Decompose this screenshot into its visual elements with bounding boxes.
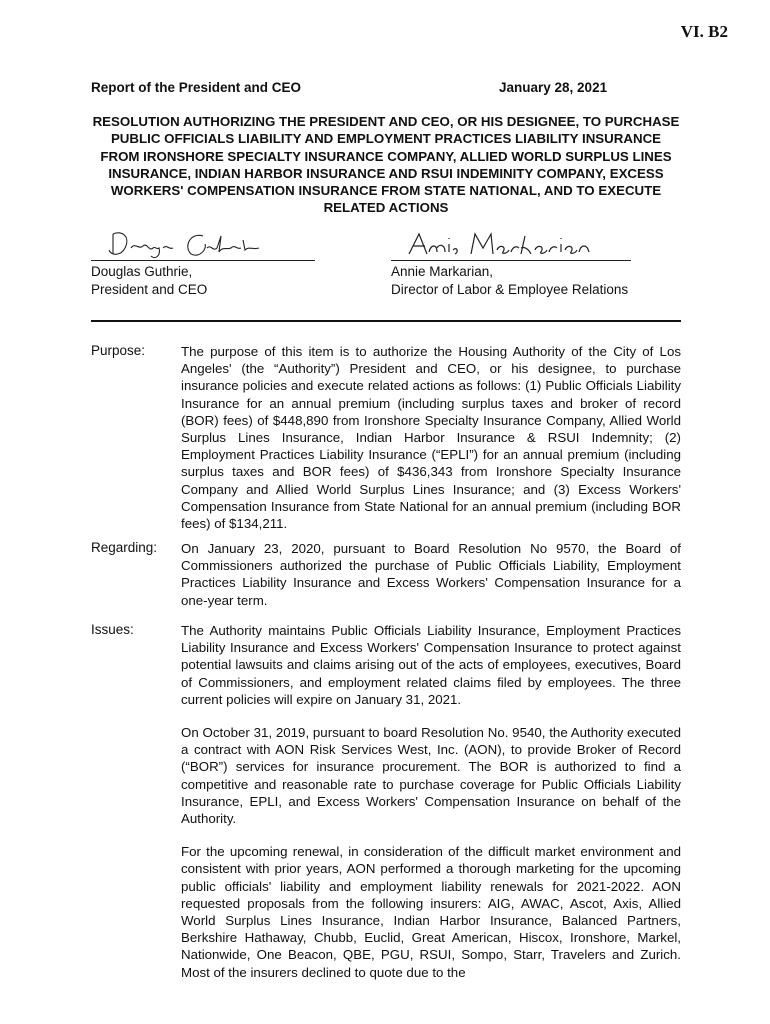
report-of: Report of the President and CEO <box>91 80 302 95</box>
signature-line <box>391 228 631 261</box>
signatory-title: President and CEO <box>91 282 208 297</box>
signature-block-president <box>91 228 315 299</box>
section-label: Purpose: <box>91 343 146 358</box>
section-body <box>181 540 681 625</box>
signature-block-director <box>391 228 631 299</box>
signatory-name: Annie Markarian, <box>391 264 494 279</box>
report-date: January 28, 2021 <box>499 80 608 95</box>
paragraph: The Authority maintains Public Officials Liability Insurance, Employment Practices Liability Insurance and Excess Workers' Compensation Insurance to protect against potential lawsuits and claims arising out of the acts of employees, executives, Board of Commissioners, and employment related claims filed by employees. The three current policies will expire on January 31, 2021. <box>181 623 681 707</box>
paragraph: On January 23, 2020, pursuant to Board Resolution No 9570, the Board of Commissioners authorized the purchase of Public Officials Liability, Employment Practices Liability Insurance and Excess Workers' Compensation Insurance for a one-year term. <box>181 541 681 608</box>
section-body <box>181 343 681 548</box>
section-divider <box>91 320 681 322</box>
signatory-name: Douglas Guthrie, <box>91 264 193 279</box>
signatory-title: Director of Labor & Employee Relations <box>391 282 629 297</box>
handwritten-signature-guthrie <box>91 226 271 262</box>
paragraph: The purpose of this item is to authorize the Housing Authority of the City of Los Angeles' (the “Authority”) President and CEO, or his designee, to purchase insurance policies and execute related actions as follows: (1) Public Officials Liability Insurance for an annual premium (including surplus taxes and broker of record (BOR) fees) of $448,890 from Ironshore Specialty Insurance Company, Allied World Surplus Lines Insurance, Indian Harbor Insurance & RSUI Indemnity; (2) Employment Practices Liability Insurance (“EPLI”) for an annual premium (including surplus taxes and BOR fees) of $436,343 from Ironshore Specialty Insurance Company and Allied World Surplus Lines Insurance; and (3) Excess Workers' Compensation Insurance from State National for an annual premium (including BOR fees) of $134,211. <box>181 344 681 532</box>
signature-line <box>91 228 315 261</box>
paragraph: On October 31, 2019, pursuant to board Resolution No. 9540, the Authority executed a contract with AON Risk Services West, Inc. (AON), to provide Broker of Record (“BOR”) services for insurance procurement. The BOR is authorized to find a competitive and reasonable rate to purchase coverage for Public Officials Liability Insurance, EPLI, and Excess Workers' Compensation Insurance on behalf of the Authority. <box>181 725 681 827</box>
paragraph: For the upcoming renewal, in consideration of the difficult market environment and consistent with prior years, AON performed a thorough marketing for the upcoming public officials' liability and employment liability renewals for 2021-2022. AON requested proposals from the following insurers: AIG, AWAC, Ascot, Axis, Allied World Surplus Lines Insurance, Indian Harbor Insurance, Balanced Partners, Berkshire Hathaway, Chubb, Euclid, Great American, Hiscox, Ironshore, Markel, Nationwide, One Beacon, QBE, PGU, RSUI, Sompo, Starr, Travelers and Zurich. Most of the insurers declined to quote due to the <box>181 844 681 980</box>
section-label: Regarding: <box>91 540 158 555</box>
agenda-item-label: VI. B2 <box>680 22 728 41</box>
section-label: Issues: <box>91 622 134 637</box>
resolution-title: RESOLUTION AUTHORIZING THE PRESIDENT AND CEO, OR HIS DESIGNEE, TO PURCHASE PUBLIC OFFICIALS LIABILITY AND EMPLOYMENT PRACTICES LIABILITY INSURANCE FROM IRONSHORE SPECIALTY INSURANCE COMPANY, ALLIED WORLD SURPLUS LINES INSURANCE, INDIAN HARBOR INSURANCE AND RSUI INDEMINITY COMPANY, EXCESS WORKERS' COMPENSATION INSURANCE FROM STATE NATIONAL, AND TO EXECUTE RELATED ACTIONS <box>92 114 680 216</box>
section-body <box>181 622 681 997</box>
handwritten-signature-markarian <box>391 226 591 262</box>
